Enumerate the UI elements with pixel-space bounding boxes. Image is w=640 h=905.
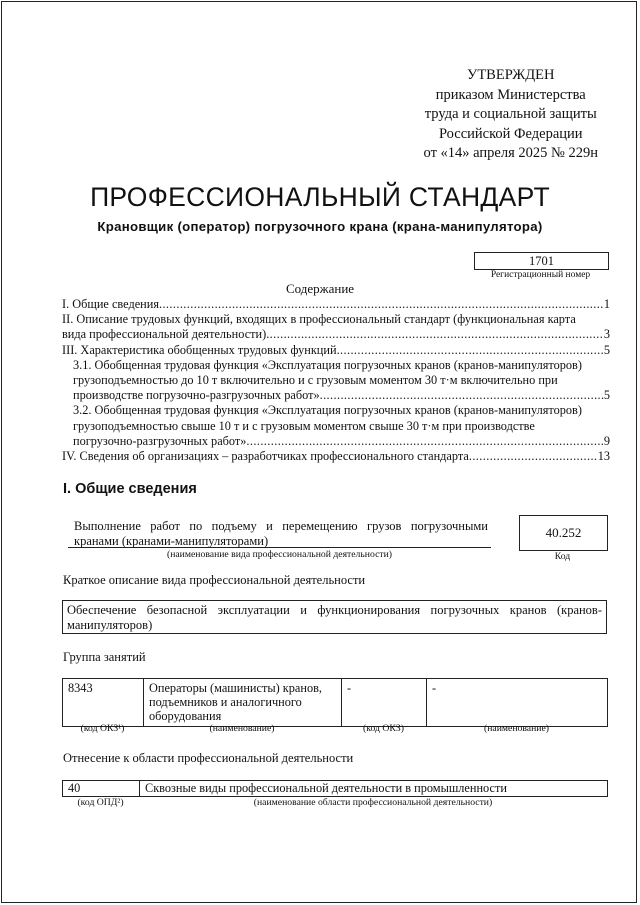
toc-entry — [62, 312, 610, 342]
toc-entry-text: III. Характеристика обобщенных трудовых функций — [62, 342, 337, 357]
approval-block — [424, 66, 598, 164]
field-label: Отнесение к области профессиональной деятельности — [63, 751, 354, 765]
approval-line: приказом Министерства — [435, 86, 586, 103]
activity-name: Выполнение работ по подъему и перемещению грузов погрузочными кранами (кранами-манипуляторами) — [74, 519, 488, 548]
approval-line: труда и социальной защиты — [424, 106, 597, 122]
activity-underline — [68, 547, 491, 548]
toc-page-number: 5 — [603, 388, 610, 403]
toc-entry-line — [73, 434, 610, 449]
field-caption: (наименование области профессиональной деятельности) — [253, 797, 493, 808]
toc-leader-dots — [246, 434, 603, 449]
okz-name-cell: Операторы (машинисты) кранов, подъемников и аналогичного оборудования — [144, 679, 342, 727]
toc-entry — [62, 297, 610, 312]
activity-code: 40.252 — [519, 515, 608, 551]
occupation-caption: (код ОКЗ) — [363, 723, 404, 734]
toc-entry — [62, 358, 610, 404]
okz-code-cell: 8343 — [63, 679, 144, 727]
toc-entry — [62, 403, 610, 449]
toc-entry-text: 3.2. Обобщенная трудовая функция «Эксплуатация погрузочных кранов (кранов-манипуляторов) — [73, 403, 582, 418]
toc-entry-line — [62, 297, 610, 312]
activity-caption: (наименование вида профессиональной деятельности) — [166, 549, 393, 560]
toc-leader-dots — [159, 297, 604, 312]
toc-entry-text: 3.1. Обобщенная трудовая функция «Эксплуатация погрузочных кранов (кранов-манипуляторов) — [73, 357, 582, 372]
toc-entry-line — [62, 327, 610, 342]
approval-line: Российской Федерации — [438, 125, 583, 142]
toc-page-number: 5 — [603, 342, 610, 357]
toc-entry — [62, 343, 610, 358]
code-caption: Код — [554, 551, 571, 562]
occupation-label: Группа занятий — [63, 650, 146, 664]
opd-code-cell: 40 — [63, 781, 140, 797]
table-row — [63, 781, 608, 797]
occupation-table — [62, 678, 608, 727]
document-title: ПРОФЕССИОНАЛЬНЫЙ СТАНДАРТ — [90, 182, 550, 212]
toc-leader-dots — [469, 449, 598, 464]
okz-name-cell: - — [427, 679, 608, 727]
toc-entry-text: погрузочно-разгрузочных работ» — [73, 433, 247, 448]
toc-leader-dots — [320, 388, 604, 403]
toc-entry-text: производстве погрузочно-разгрузочных работ» — [73, 388, 320, 403]
toc-title: Содержание — [285, 281, 355, 296]
table-of-contents — [62, 297, 610, 464]
occupation-caption: (наименование) — [484, 723, 549, 734]
toc-entry-line — [62, 449, 610, 464]
field-caption: (код ОПД²) — [77, 797, 124, 808]
registration-number: 1701 — [474, 252, 609, 270]
toc-leader-dots — [337, 343, 604, 358]
toc-entry-text: I. Общие сведения — [62, 297, 159, 311]
toc-entry — [62, 449, 610, 464]
toc-leader-dots — [266, 327, 604, 342]
toc-page-number: 1 — [603, 297, 610, 311]
toc-entry-text: IV. Сведения об организациях – разработчиках профессионального стандарта — [62, 449, 469, 464]
document-subtitle: Крановщик (оператор) погрузочного крана (крана-манипулятора) — [97, 219, 543, 234]
toc-entry-text: грузоподъемностью до 10 т включительно и с грузовым моментом 30 т·м включительно при — [73, 373, 558, 388]
toc-entry-text: II. Описание трудовых функций, входящих в профессиональный стандарт (функциональная карта — [62, 312, 576, 327]
toc-page-number: 9 — [603, 433, 610, 448]
toc-page-number: 3 — [603, 327, 610, 342]
toc-entry-line — [62, 343, 610, 358]
field-table — [62, 780, 608, 797]
toc-entry-text: вида профессиональной деятельности) — [62, 327, 267, 342]
okz-code-cell: - — [342, 679, 427, 727]
toc-entry-line — [73, 388, 610, 403]
opd-name-cell: Сквозные виды профессиональной деятельности в промышленности — [140, 781, 608, 797]
brief-label: Краткое описание вида профессиональной деятельности — [63, 573, 366, 587]
section-heading: I. Общие сведения — [63, 481, 197, 497]
toc-page-number: 13 — [597, 449, 610, 464]
registration-caption: Регистрационный номер — [490, 270, 591, 280]
approval-line: УТВЕРЖДЕН — [467, 67, 555, 83]
table-row — [63, 679, 608, 727]
approval-line: от «14» апреля 2025 № 229н — [423, 145, 598, 161]
toc-entry-text: грузоподъемностью свыше 10 т и с грузовым моментом свыше 30 т·м при производстве — [73, 418, 535, 433]
occupation-caption: (код ОКЗ¹) — [80, 723, 125, 734]
brief-description: Обеспечение безопасной эксплуатации и функционирования погрузочных кранов (кранов-манипуляторов) — [62, 600, 607, 634]
occupation-caption: (наименование) — [209, 723, 275, 734]
